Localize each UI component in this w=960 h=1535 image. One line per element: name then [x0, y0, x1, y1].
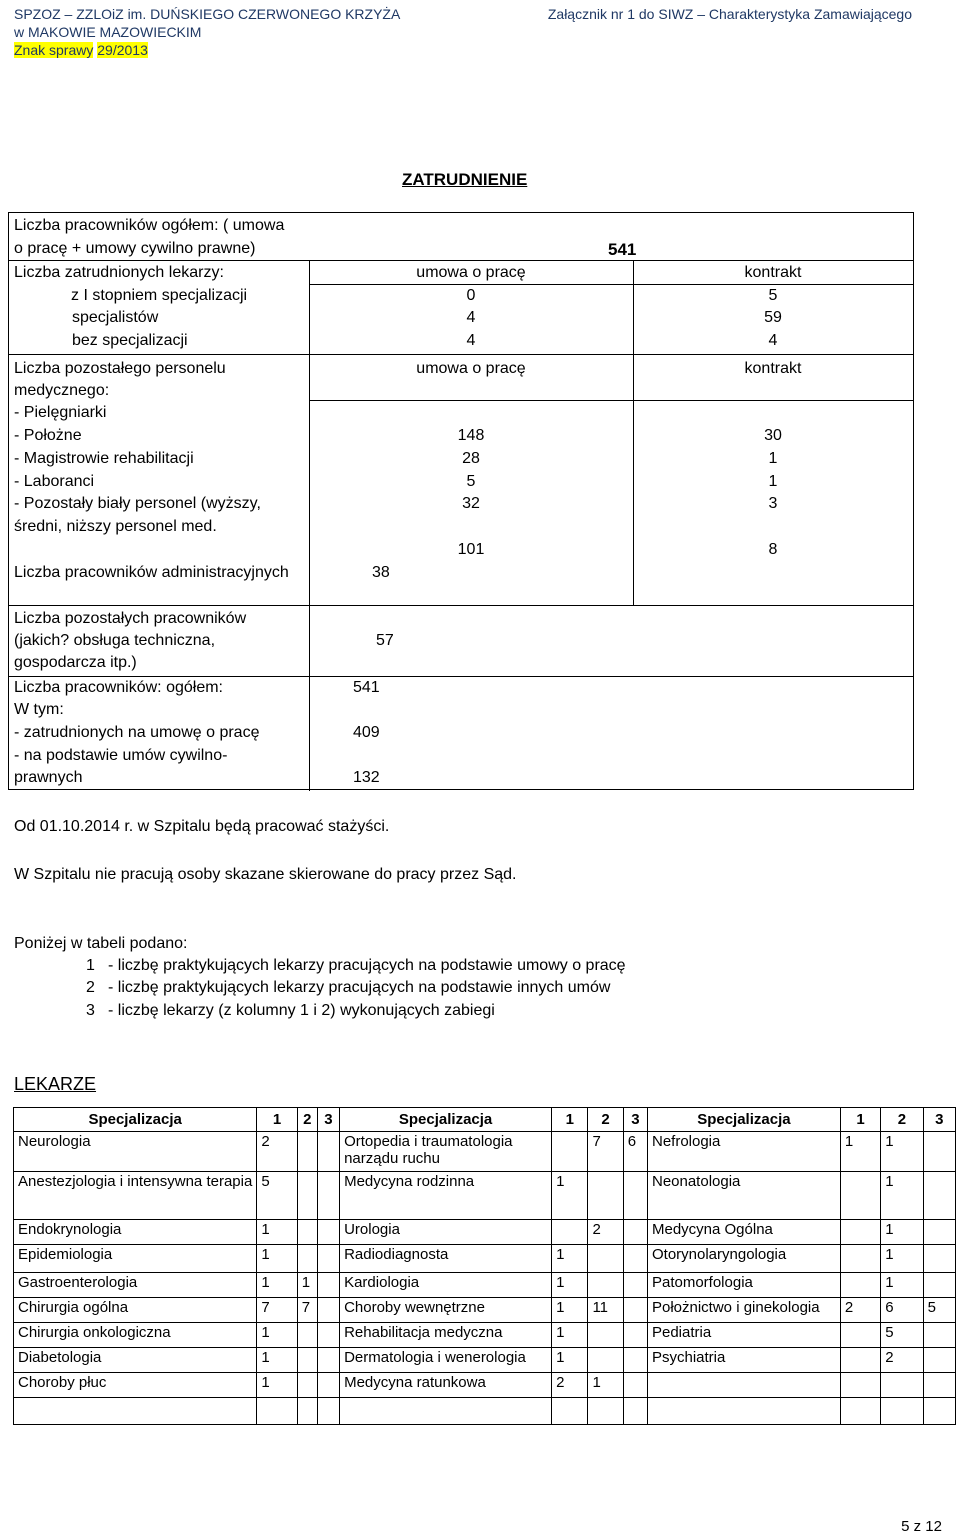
medical-col-contract: umowa o pracę: [416, 360, 526, 377]
table-cell: [317, 1172, 339, 1220]
table-row: [14, 1348, 956, 1373]
table-cell: 1: [552, 1348, 588, 1373]
doctors-label: Liczba zatrudnionych lekarzy:: [14, 264, 224, 281]
section-title: ZATRUDNIENIE: [402, 170, 528, 189]
table-cell: Chirurgia ogólna: [14, 1298, 257, 1323]
medical-row-contract: 32: [462, 495, 480, 512]
table-cell: Urologia: [340, 1220, 552, 1245]
doctor-row-kontrakt: 5: [768, 287, 778, 304]
table-cell: Rehabilitacja medyczna: [340, 1323, 552, 1348]
table-row: [14, 1373, 956, 1398]
table-cell: [297, 1348, 317, 1373]
table-cell: [923, 1398, 955, 1425]
table-cell: [552, 1132, 588, 1172]
table-cell: 1: [881, 1273, 923, 1298]
header-cell: Specjalizacja: [647, 1108, 840, 1132]
table-cell: [923, 1373, 955, 1398]
table-cell: 2: [588, 1220, 623, 1245]
table-cell: Neurologia: [14, 1132, 257, 1172]
table-cell: [340, 1398, 552, 1425]
table-cell: [623, 1323, 647, 1348]
note-item-number: 3: [86, 1002, 95, 1019]
table-cell: [923, 1273, 955, 1298]
note-item-text: - liczbę praktykujących lekarzy pracujących na podstawie innych umów: [108, 979, 611, 996]
medical-row-label: - Magistrowie rehabilitacji: [14, 450, 194, 467]
table-cell: 1: [257, 1273, 297, 1298]
table-cell: 7: [297, 1298, 317, 1323]
table-cell: Choroby płuc: [14, 1373, 257, 1398]
others-label-line2: (jakich? obsługa techniczna,: [14, 632, 216, 649]
table-cell: 7: [257, 1298, 297, 1323]
medical-row-contract: 28: [462, 450, 480, 467]
summary-civil-label-line1: - na podstawie umów cywilno-: [14, 747, 228, 764]
note-intro: Poniżej w tabeli podano:: [14, 935, 188, 952]
header-cell: 3: [317, 1108, 339, 1132]
table-cell: [840, 1273, 880, 1298]
table-cell: [623, 1220, 647, 1245]
table-cell: 1: [257, 1245, 297, 1273]
case-number: 29/2013: [97, 42, 148, 58]
table-cell: [840, 1398, 880, 1425]
medical-label-line1: Liczba pozostałego personelu: [14, 360, 226, 377]
attachment-title: Załącznik nr 1 do SIWZ – Charakterystyka Zamawiającego: [547, 6, 912, 22]
table-cell: [623, 1348, 647, 1373]
table-cell: 1: [257, 1323, 297, 1348]
table-cell: Nefrologia: [647, 1132, 840, 1172]
header-cell: 1: [840, 1108, 880, 1132]
others-label-line1: Liczba pozostałych pracowników: [14, 610, 247, 627]
total-label-line2: o pracę + umowy cywilno prawne): [14, 240, 256, 257]
table-cell: 6: [881, 1298, 923, 1323]
note-item-number: 2: [86, 979, 95, 996]
header-cell: 3: [623, 1108, 647, 1132]
table-cell: [623, 1273, 647, 1298]
table-cell: Położnictwo i ginekologia: [647, 1298, 840, 1323]
case-label: Znak sprawy: [14, 42, 94, 58]
doctor-row-label: bez specjalizacji: [72, 332, 188, 349]
doctor-row-contract: 0: [466, 287, 476, 304]
admin-value: 38: [372, 564, 390, 581]
table-cell: Epidemiologia: [14, 1245, 257, 1273]
table-cell: 1: [257, 1348, 297, 1373]
table-cell: [840, 1172, 880, 1220]
table-cell: Otorynolaryngologia: [647, 1245, 840, 1273]
table-cell: 1: [881, 1172, 923, 1220]
table-row: [14, 1172, 956, 1220]
doctor-row-kontrakt: 4: [768, 332, 778, 349]
header-cell: 2: [297, 1108, 317, 1132]
table-cell: Kardiologia: [340, 1273, 552, 1298]
table-cell: 7: [588, 1132, 623, 1172]
table-cell: Patomorfologia: [647, 1273, 840, 1298]
table-cell: [623, 1298, 647, 1323]
table-row: [14, 1323, 956, 1348]
others-label-line3: gospodarcza itp.): [14, 654, 137, 671]
summary-wtym: W tym:: [14, 701, 64, 718]
table-cell: [317, 1273, 339, 1298]
doctors-col-kontrakt: kontrakt: [744, 264, 802, 281]
table-cell: [623, 1172, 647, 1220]
table-cell: [317, 1132, 339, 1172]
doctor-row-contract: 4: [466, 332, 476, 349]
admin-label: Liczba pracowników administracyjnych: [14, 564, 289, 581]
table-cell: [840, 1220, 880, 1245]
summary-contract-value: 409: [353, 724, 380, 741]
medical-col-kontrakt: kontrakt: [744, 360, 802, 377]
table-cell: [317, 1323, 339, 1348]
table-cell: 5: [881, 1323, 923, 1348]
table-cell: 1: [257, 1373, 297, 1398]
table-cell: Psychiatria: [647, 1348, 840, 1373]
table-cell: [840, 1348, 880, 1373]
table-cell: Medycyna Ogólna: [647, 1220, 840, 1245]
table-cell: 1: [881, 1132, 923, 1172]
table-cell: [588, 1172, 623, 1220]
table-cell: 1: [552, 1245, 588, 1273]
doctor-row-kontrakt: 59: [764, 309, 782, 326]
table-cell: [317, 1220, 339, 1245]
table-cell: [623, 1245, 647, 1273]
table-row: [14, 1398, 956, 1425]
table-cell: [923, 1172, 955, 1220]
table-cell: Radiodiagnosta: [340, 1245, 552, 1273]
table-cell: 1: [552, 1298, 588, 1323]
header-cell: 1: [257, 1108, 297, 1132]
table-cell: [297, 1398, 317, 1425]
table-cell: Neonatologia: [647, 1172, 840, 1220]
medical-row-kontrakt: 1: [768, 473, 778, 490]
table-cell: [647, 1373, 840, 1398]
table-cell: Medycyna ratunkowa: [340, 1373, 552, 1398]
table-header-row: [14, 1108, 956, 1132]
summary-contract-label: - zatrudnionych na umowę o pracę: [14, 724, 260, 741]
table-cell: [297, 1172, 317, 1220]
table-cell: [317, 1298, 339, 1323]
organization-location: w MAKOWIE MAZOWIECKIM: [14, 24, 202, 40]
table-cell: 1: [552, 1273, 588, 1298]
table-cell: Medycyna rodzinna: [340, 1172, 552, 1220]
lekarze-table: [13, 1107, 956, 1425]
note-item-number: 1: [86, 957, 95, 974]
table-cell: [297, 1245, 317, 1273]
header-cell: 2: [588, 1108, 623, 1132]
table-cell: 2: [257, 1132, 297, 1172]
medical-other-continued: średni, niższy personel med.: [14, 518, 217, 535]
table-cell: [881, 1373, 923, 1398]
table-cell: Chirurgia onkologiczna: [14, 1323, 257, 1348]
lekarze-title: LEKARZE: [14, 1074, 97, 1094]
case-reference: [14, 42, 148, 58]
summary-total-value: 541: [353, 679, 380, 696]
medical-row-label: - Laboranci: [14, 473, 95, 490]
table-cell: [317, 1373, 339, 1398]
table-cell: [297, 1220, 317, 1245]
medical-extra-contract: 101: [457, 541, 485, 558]
table-cell: Dermatologia i wenerologia: [340, 1348, 552, 1373]
medical-row-kontrakt: 3: [768, 495, 778, 512]
doctor-row-label: z I stopniem specjalizacji: [71, 287, 248, 304]
table-cell: 11: [588, 1298, 623, 1323]
table-cell: [923, 1132, 955, 1172]
summary-total-label: Liczba pracowników: ogółem:: [14, 679, 223, 696]
table-cell: [588, 1398, 623, 1425]
table-cell: [588, 1323, 623, 1348]
note-item-text: - liczbę praktykujących lekarzy pracujących na podstawie umowy o pracę: [108, 957, 626, 974]
note-item-text: - liczbę lekarzy (z kolumny 1 i 2) wykonujących zabiegi: [108, 1002, 495, 1019]
table-cell: [552, 1398, 588, 1425]
table-cell: 2: [881, 1348, 923, 1373]
total-label-line1: Liczba pracowników ogółem: ( umowa: [14, 217, 285, 234]
others-value: 57: [376, 632, 394, 649]
medical-extra-kontrakt: 8: [768, 541, 778, 558]
medical-row-label: - Pozostały biały personel (wyższy,: [14, 495, 261, 512]
summary-civil-label-line2: prawnych: [14, 769, 83, 786]
table-cell: Ortopedia i traumatologia narządu ruchu: [340, 1132, 552, 1172]
table-cell: [552, 1220, 588, 1245]
table-cell: [840, 1323, 880, 1348]
table-cell: [14, 1398, 257, 1425]
table-cell: Diabetologia: [14, 1348, 257, 1373]
table-cell: [923, 1220, 955, 1245]
table-cell: [623, 1398, 647, 1425]
table-cell: 1: [552, 1323, 588, 1348]
table-row: [14, 1273, 956, 1298]
medical-row-contract: 5: [466, 473, 476, 490]
table-cell: [588, 1273, 623, 1298]
table-cell: [647, 1398, 840, 1425]
doctor-row-contract: 4: [466, 309, 476, 326]
medical-row-label: - Pielęgniarki: [14, 404, 107, 421]
table-row: [14, 1132, 956, 1172]
table-cell: 2: [840, 1298, 880, 1323]
page-number: 5 z 12: [901, 1518, 942, 1535]
table-cell: 1: [840, 1132, 880, 1172]
table-cell: [588, 1348, 623, 1373]
table-cell: 5: [257, 1172, 297, 1220]
table-cell: [840, 1373, 880, 1398]
doctors-col-contract: umowa o pracę: [416, 264, 526, 281]
table-cell: 1: [881, 1220, 923, 1245]
table-cell: [923, 1245, 955, 1273]
table-cell: 5: [923, 1298, 955, 1323]
table-cell: Choroby wewnętrzne: [340, 1298, 552, 1323]
table-cell: [257, 1398, 297, 1425]
table-cell: [297, 1373, 317, 1398]
table-cell: [840, 1245, 880, 1273]
table-cell: Gastroenterologia: [14, 1273, 257, 1298]
medical-row-kontrakt: 1: [768, 450, 778, 467]
header-cell: 2: [881, 1108, 923, 1132]
header-cell: Specjalizacja: [14, 1108, 257, 1132]
table-cell: 1: [881, 1245, 923, 1273]
table-cell: [317, 1245, 339, 1273]
table-cell: [923, 1348, 955, 1373]
header-cell: 1: [552, 1108, 588, 1132]
table-cell: [317, 1398, 339, 1425]
table-row: [14, 1220, 956, 1245]
table-cell: [623, 1373, 647, 1398]
table-cell: [297, 1132, 317, 1172]
table-cell: 1: [257, 1220, 297, 1245]
table-cell: [588, 1245, 623, 1273]
table-cell: [923, 1323, 955, 1348]
table-cell: Pediatria: [647, 1323, 840, 1348]
table-cell: 2: [552, 1373, 588, 1398]
note-interns: Od 01.10.2014 r. w Szpitalu będą pracować stażyści.: [14, 818, 390, 835]
table-cell: 1: [552, 1172, 588, 1220]
organization-name: SPZOZ – ZZLOiZ im. DUŃSKIEGO CZERWONEGO KRZYŻA: [14, 6, 401, 22]
medical-row-contract: 148: [457, 427, 485, 444]
table-row: [14, 1245, 956, 1273]
header-cell: Specjalizacja: [340, 1108, 552, 1132]
summary-civil-value: 132: [353, 769, 380, 786]
header-cell: 3: [923, 1108, 955, 1132]
medical-row-label: - Położne: [14, 427, 82, 444]
table-cell: [297, 1323, 317, 1348]
table-cell: 6: [623, 1132, 647, 1172]
medical-row-kontrakt: 30: [764, 427, 782, 444]
table-cell: Endokrynologia: [14, 1220, 257, 1245]
table-cell: Anestezjologia i intensywna terapia: [14, 1172, 257, 1220]
table-cell: [317, 1348, 339, 1373]
table-cell: 1: [588, 1373, 623, 1398]
note-convicts: W Szpitalu nie pracują osoby skazane skierowane do pracy przez Sąd.: [14, 866, 517, 883]
table-cell: 1: [297, 1273, 317, 1298]
table-row: [14, 1298, 956, 1323]
table-cell: [881, 1398, 923, 1425]
total-value: 541: [608, 240, 637, 259]
doctor-row-label: specjalistów: [72, 309, 159, 326]
medical-label-line2: medycznego:: [14, 382, 110, 399]
